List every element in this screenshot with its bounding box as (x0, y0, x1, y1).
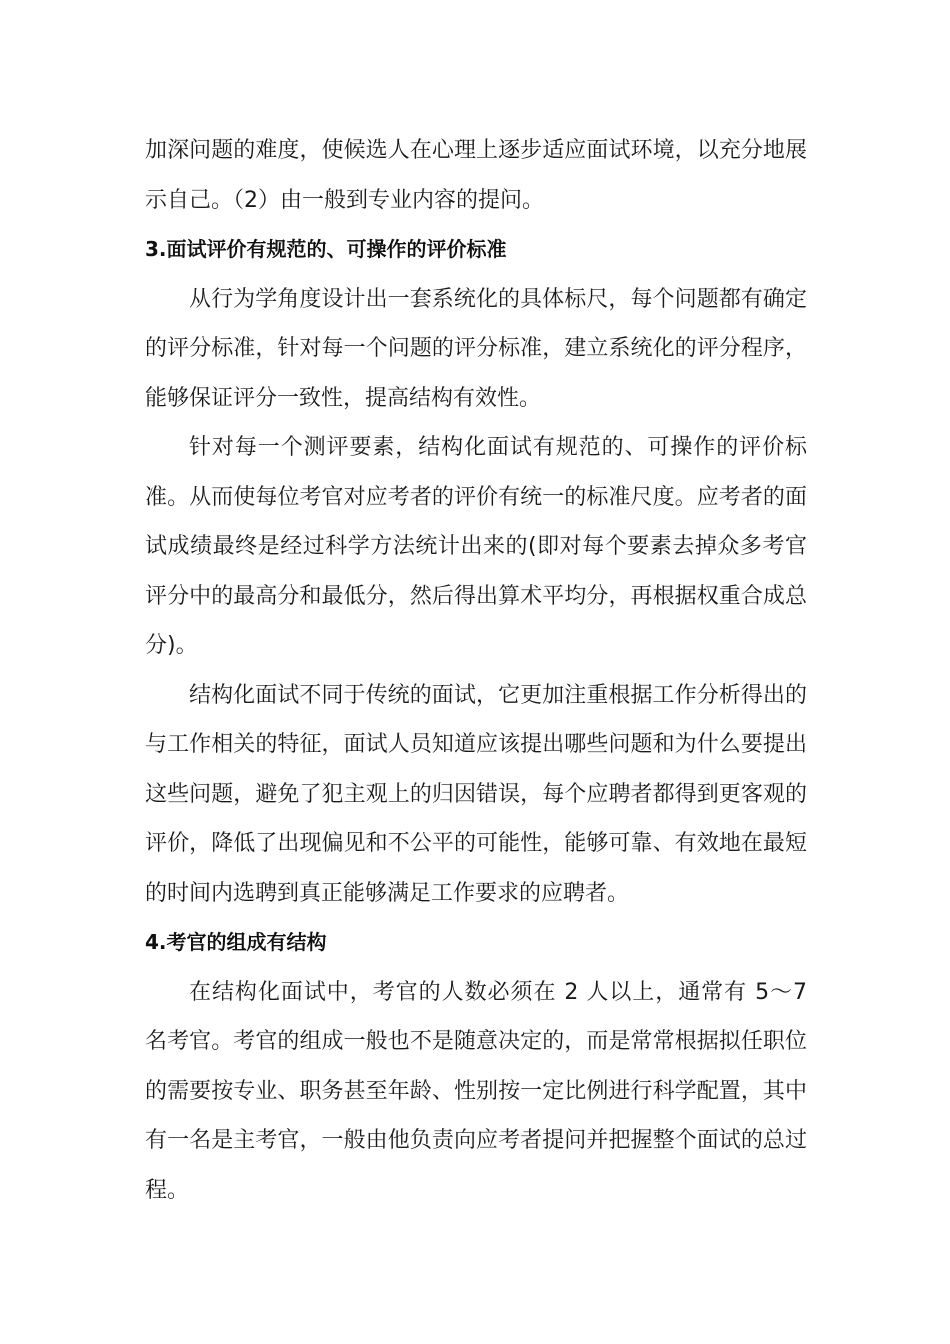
section-4-paragraph-1: 在结构化面试中，考官的人数必须在 2 人以上，通常有 5～7 名考官。考官的组成一般也不是随意决定的，而是常常根据拟任职位的需要按专业、职务甚至年龄、性别按一定比例进行科学配置，其中有一名是主考官，一般由他负责向应考者提问并把握整个面试的总过程。 (145, 979, 807, 1203)
section-3-paragraph-1: 从行为学角度设计出一套系统化的具体标尺，每个问题都有确定的评分标准，针对每一个问题的评分标准，建立系统化的评分程序，能够保证评分一致性，提高结构有效性。 (145, 286, 807, 411)
document-body (145, 126, 807, 1215)
section-3-heading: 3.面试评价有规范的、可操作的评价标准 (145, 237, 507, 261)
section-4-heading: 4.考官的组成有结构 (145, 930, 327, 954)
section-3-paragraph-2: 针对每一个测评要素，结构化面试有规范的、可操作的评价标准。从而使每位考官对应考者的评价有统一的标准尺度。应考者的面试成绩最终是经过科学方法统计出来的(即对每个要素去掉众多考官评分中的最高分和最低分，然后得出算术平均分，再根据权重合成总分)。 (145, 435, 807, 658)
section-3-paragraph-3: 结构化面试不同于传统的面试，它更加注重根据工作分析得出的与工作相关的特征，面试人员知道应该提出哪些问题和为什么要提出这些问题，避免了犯主观上的归因错误，每个应聘者都得到更客观的评价，降低了出现偏见和不公平的可能性，能够可靠、有效地在最短的时间内选聘到真正能够满足工作要求的应聘者。 (145, 682, 807, 906)
continuation-paragraph: 加深问题的难度，使候选人在心理上逐步适应面试环境，以充分地展示自己。（2）由一般到专业内容的提问。 (145, 138, 807, 213)
